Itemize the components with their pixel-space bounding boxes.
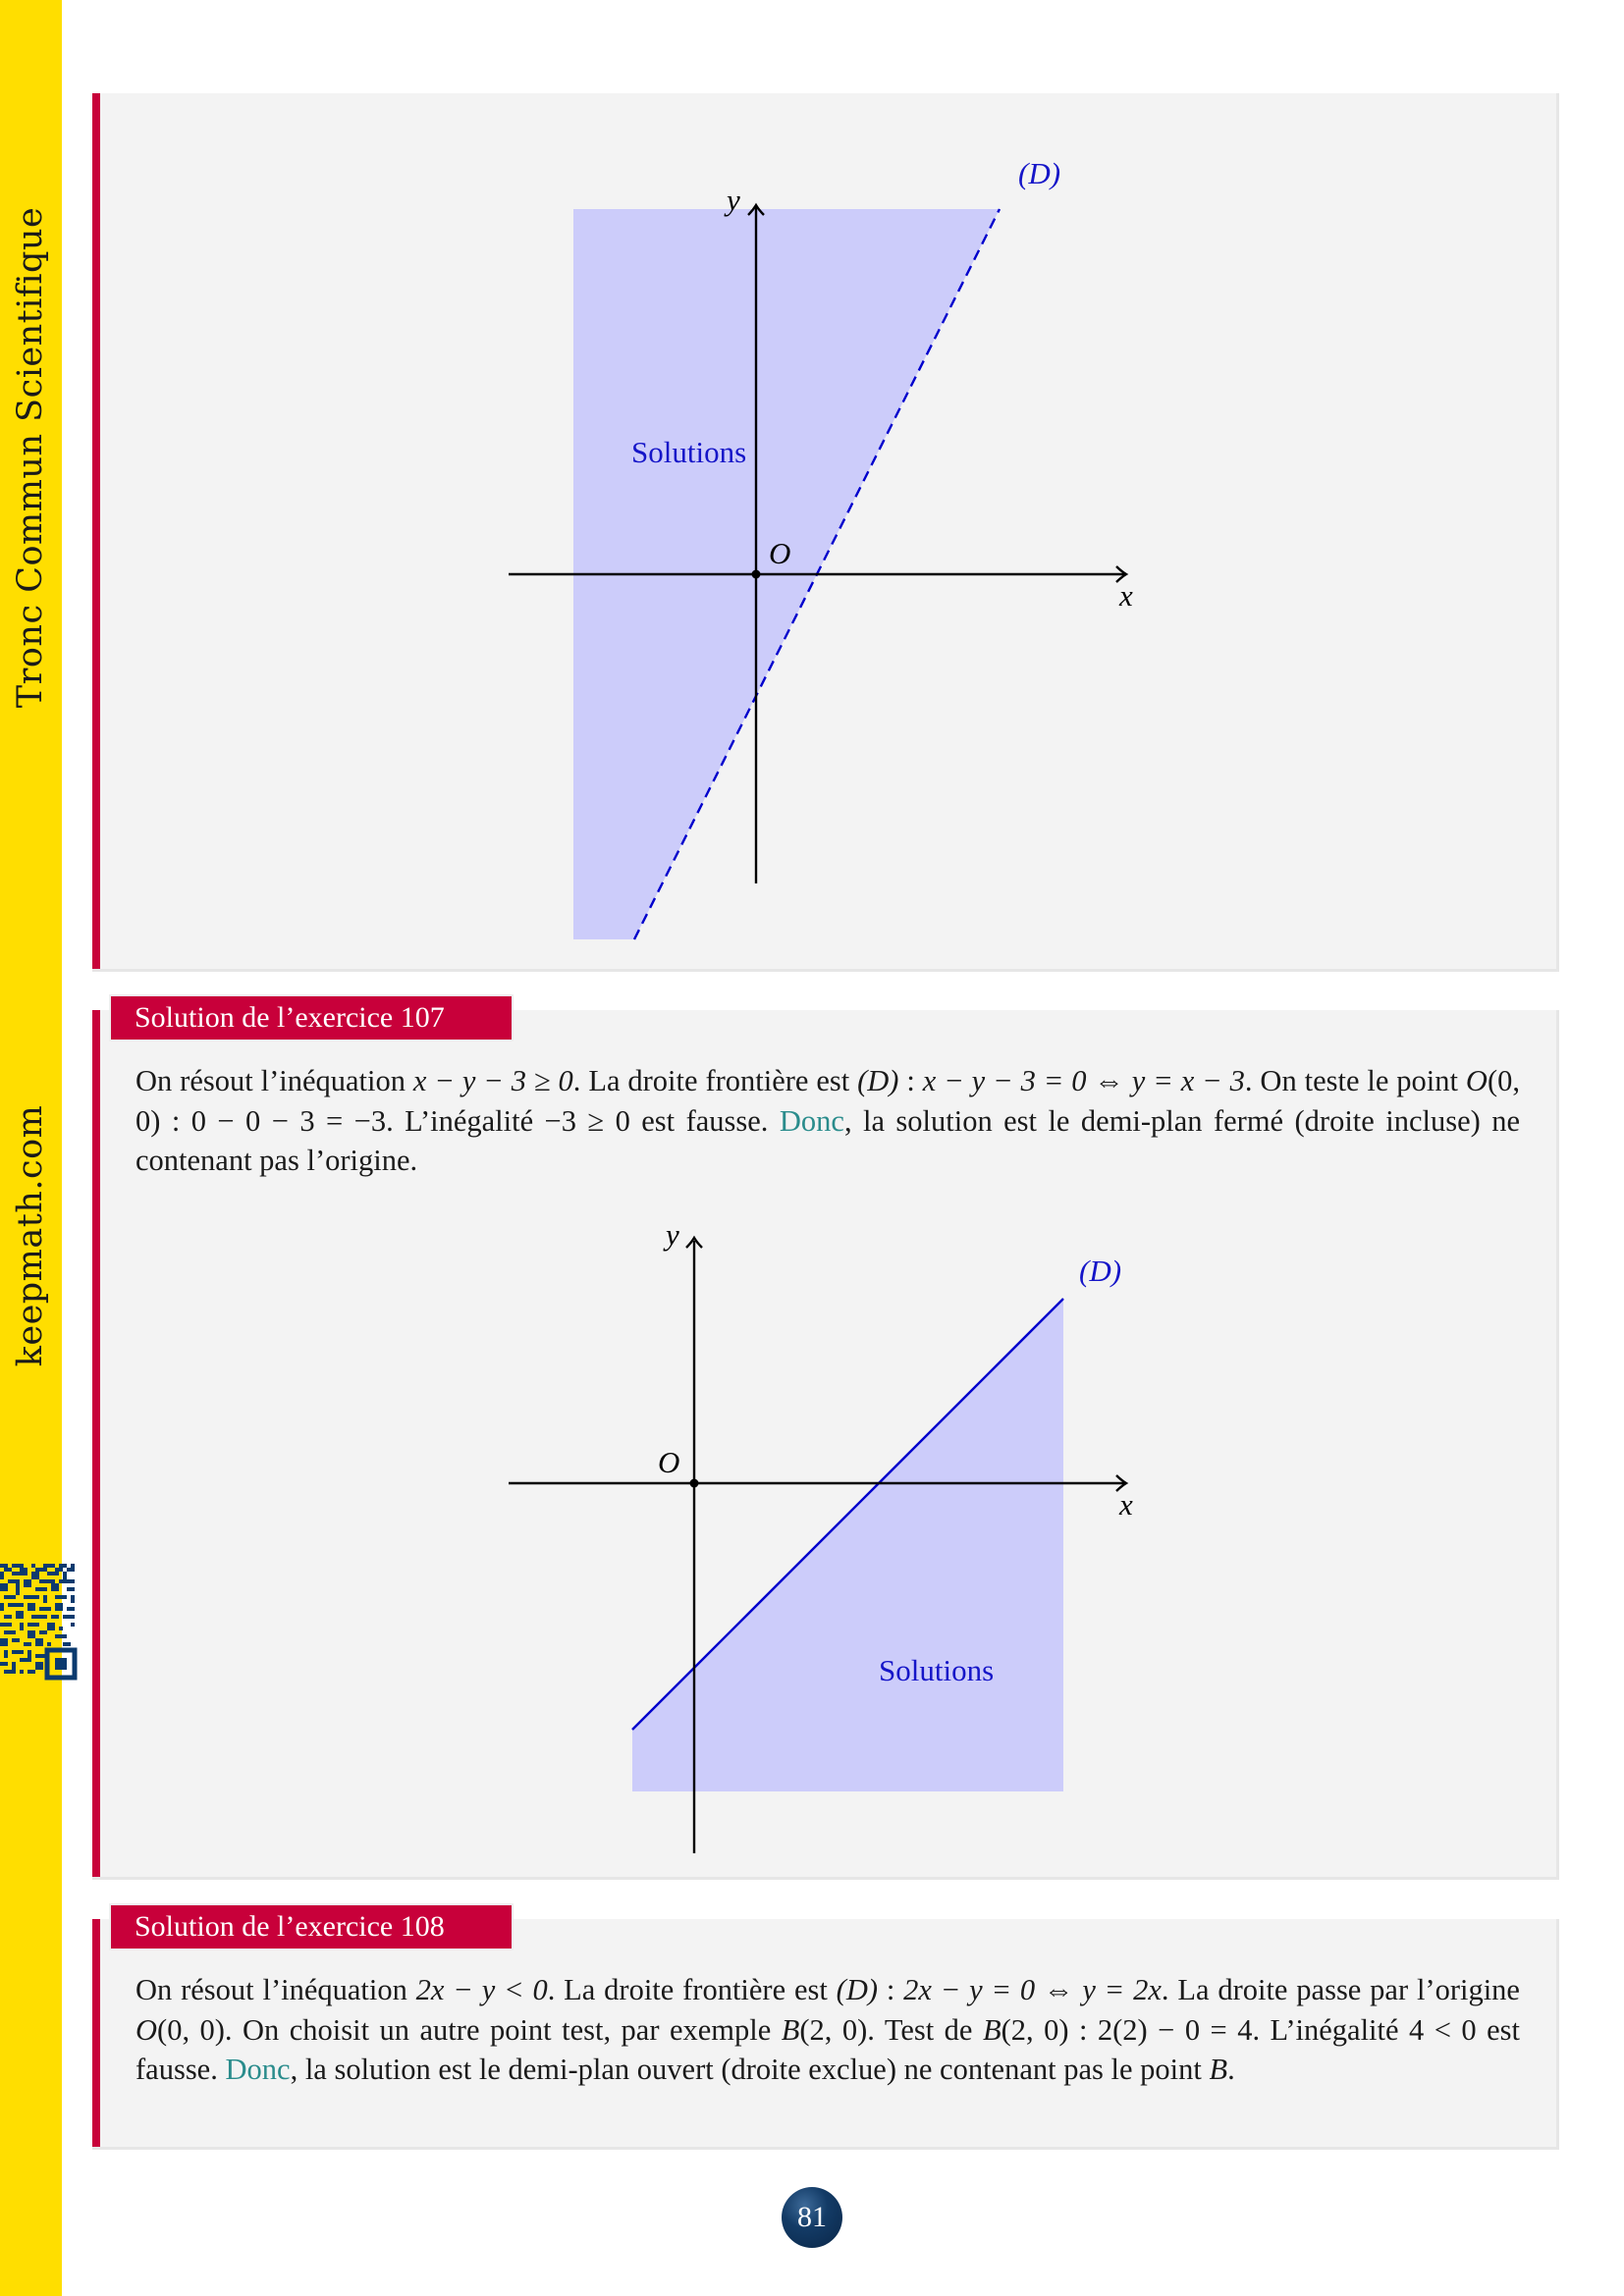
text-run: , la solution est le xyxy=(843,1103,1070,1138)
text-run: On teste le point xyxy=(1260,1064,1466,1097)
solution-header-108: Solution de l’exercice 108 xyxy=(111,1905,512,1949)
sidebar-site[interactable]: keepmath.com xyxy=(11,1104,50,1367)
line-label-D: (D) xyxy=(1018,156,1061,190)
text-run: . La droite frontière est xyxy=(547,1973,837,2006)
text-run: On résout l’inéquation xyxy=(135,1973,416,2006)
keyword-donc: Donc xyxy=(779,1103,844,1138)
origin-label: O xyxy=(769,536,791,570)
text-run: . La droite frontière est xyxy=(572,1064,858,1097)
solution-region xyxy=(632,1299,1063,1791)
text-run: (2, 0). Test de xyxy=(799,2012,983,2047)
text-run: (2, 0) : 2(2) − 0 = 4. L’inégalité 4 < 0 est fausse. xyxy=(135,2012,1520,2086)
math-inequality: 2x − y < 0 xyxy=(415,1973,548,2006)
math-point: B xyxy=(982,2012,1001,2047)
text-run: demi-plan fermé (droite incluse) ne contenant pas l’origine. xyxy=(135,1103,1521,1177)
solutions-label: Solutions xyxy=(879,1653,995,1687)
math-line-name: (D) xyxy=(836,1973,878,2006)
x-axis-label: x xyxy=(1119,1487,1133,1522)
text-run: (0, 0). On choisit un autre point test, par exemple xyxy=(157,2012,782,2047)
text-run: (0, 0) : 0 − 0 − 3 = −3. L’inégalité −3 ≥ 0 est fausse. xyxy=(135,1064,1520,1138)
sidebar-title: Tronc Commun Scientifique xyxy=(11,206,50,709)
text-run: On résout l’inéquation xyxy=(135,1064,413,1097)
math-equation: 2x − y = 0 ⇔ y = 2x xyxy=(903,1973,1162,2006)
math-point: B xyxy=(1209,2053,1228,2086)
text-run: : xyxy=(898,1064,923,1097)
solution-header-107: Solution de l’exercice 107 xyxy=(111,996,512,1040)
x-axis-label: x xyxy=(1119,578,1133,613)
y-axis-label: y xyxy=(727,183,740,217)
page-number-badge: 81 xyxy=(782,2187,842,2248)
y-axis-label: y xyxy=(666,1217,679,1252)
solutions-label: Solutions xyxy=(631,435,747,469)
text-run: . La droite passe par l’origine xyxy=(1161,1973,1520,2006)
text-run: , la solution est le demi-plan ouvert (droite exclue) ne contenant pas le point xyxy=(290,2053,1210,2086)
math-point: O xyxy=(135,2012,158,2047)
keyword-donc: Donc xyxy=(225,2053,291,2086)
math-point: O xyxy=(1465,1064,1488,1097)
math-equation: x − y − 3 = 0 ⇔ y = x − 3 xyxy=(922,1064,1245,1097)
math-point: B xyxy=(781,2012,800,2047)
origin-point xyxy=(690,1479,699,1488)
text-run: . xyxy=(1227,2053,1235,2086)
line-label-D: (D) xyxy=(1079,1254,1122,1288)
text-run: . xyxy=(1244,1064,1253,1097)
math-line-name: (D) xyxy=(857,1064,899,1097)
text-run: : xyxy=(878,1973,904,2006)
origin-label: O xyxy=(658,1445,680,1479)
math-inequality: x − y − 3 ≥ 0 xyxy=(412,1064,573,1097)
solution-text-108 xyxy=(135,1970,1520,2090)
